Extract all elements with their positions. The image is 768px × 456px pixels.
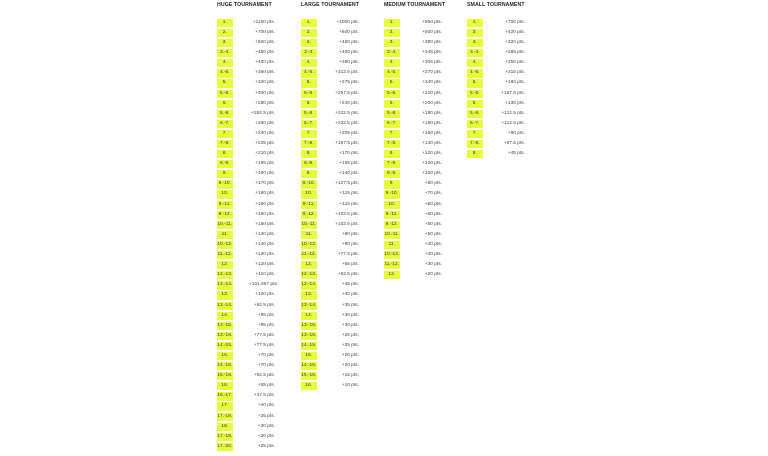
rank-badge: 6. <box>217 100 233 108</box>
points-value: +70 pts. <box>257 363 275 369</box>
rank-badge: 12.-13. <box>217 271 233 279</box>
points-value: +312.5 pts. <box>335 70 359 76</box>
points-value: +30 pts. <box>257 433 275 439</box>
points-value: +52.5 pts. <box>337 272 359 278</box>
points-value: +35 pts. <box>341 302 359 308</box>
points-value: +140 pts. <box>339 171 359 177</box>
points-value: +360 pts. <box>255 70 275 76</box>
rank-badge: 13.-16. <box>217 332 233 340</box>
points-value: +155 pts. <box>339 161 359 167</box>
table-row <box>301 280 451 290</box>
points-value: +90 pts. <box>507 130 525 136</box>
points-value: +157.5 pts. <box>501 90 525 96</box>
points-value: +240 pts. <box>339 100 359 106</box>
rank-badge: 12.-14. <box>301 281 317 289</box>
rank-badge: 9.-10. <box>217 180 233 188</box>
points-value: +15 pts. <box>341 373 359 379</box>
table-row <box>301 381 451 391</box>
rank-badge: 10.-12. <box>217 241 233 249</box>
points-value: +25 pts. <box>341 332 359 338</box>
rank-badge: 5.-8. <box>301 110 317 118</box>
rank-badge: 1. <box>301 19 317 27</box>
points-value: +45 pts. <box>507 151 525 157</box>
points-value: +10 pts. <box>341 383 359 389</box>
table-row <box>301 341 451 351</box>
rank-badge: 13.-15. <box>217 322 233 330</box>
points-value: +200 pts. <box>422 100 442 106</box>
rank-badge: 11.-12. <box>217 251 233 259</box>
rank-badge: 14.-15. <box>217 342 233 350</box>
points-value: +85 pts. <box>257 322 275 328</box>
table-row <box>467 68 617 78</box>
points-value: +40 pts. <box>424 252 442 258</box>
table-row <box>301 321 451 331</box>
points-value: +85 pts. <box>257 312 275 318</box>
rank-badge: 12. <box>217 261 233 269</box>
rank-badge: 7. <box>467 130 483 138</box>
rank-badge: 4.-5. <box>301 69 317 77</box>
points-value: +110 pts. <box>255 272 275 278</box>
rank-badge: 3.-4. <box>301 49 317 57</box>
points-value: +1000 pts. <box>336 19 359 25</box>
rank-badge: 15. <box>301 352 317 360</box>
points-value: +30 pts. <box>341 312 359 318</box>
rank-badge: 5.-8. <box>217 110 233 118</box>
table-row <box>467 79 617 89</box>
points-value: +215 pts. <box>505 70 525 76</box>
rank-badge: 6.-7. <box>467 120 483 128</box>
rank-badge: 3. <box>384 39 400 47</box>
rank-badge: 7.-8. <box>217 140 233 148</box>
points-value: +20 pts. <box>341 363 359 369</box>
points-value: +240 pts. <box>255 130 275 136</box>
points-value: +30 pts. <box>341 322 359 328</box>
rank-badge: 10.-11. <box>384 231 400 239</box>
points-value: +40 pts. <box>424 241 442 247</box>
points-value: +1150 pts. <box>252 19 275 25</box>
points-value: +850 pts. <box>422 19 442 25</box>
points-value: +150 pts. <box>255 221 275 227</box>
points-value: +70 pts. <box>257 352 275 358</box>
table-row <box>384 210 534 220</box>
rank-badge: 11. <box>301 231 317 239</box>
points-value: +115 pts. <box>339 191 359 197</box>
rank-badge: 7. <box>301 130 317 138</box>
points-value: +101.667 pts. <box>249 282 279 288</box>
points-value: +112.5 pts. <box>501 110 525 116</box>
points-value: +180 pts. <box>422 120 442 126</box>
points-value: +500 pts. <box>422 29 442 35</box>
points-value: +20 pts. <box>341 352 359 358</box>
rank-badge: 9.-12. <box>384 221 400 229</box>
table-row <box>384 190 534 200</box>
rank-badge: 14.-16. <box>217 362 233 370</box>
rank-badge: 4. <box>384 59 400 67</box>
points-value: +400 pts. <box>339 50 359 56</box>
table-row <box>301 331 451 341</box>
small-tournament-column <box>467 0 617 159</box>
table-row <box>217 412 367 422</box>
rank-badge: 6.-7. <box>301 120 317 128</box>
rank-badge: 5.-8. <box>467 110 483 118</box>
points-value: +187.5 pts. <box>335 141 359 147</box>
points-value: +160 pts. <box>422 130 442 136</box>
points-value: +55 pts. <box>257 383 275 389</box>
rank-badge: 8. <box>217 150 233 158</box>
table-row <box>384 230 534 240</box>
points-value: +135 pts. <box>505 100 525 106</box>
rank-badge: 1. <box>217 19 233 27</box>
rank-badge: 11. <box>217 231 233 239</box>
rank-badge: 11.-12. <box>384 261 400 269</box>
table-row <box>467 99 617 109</box>
table-row <box>384 200 534 210</box>
rank-badge: 7.-9. <box>384 160 400 168</box>
rank-badge: 13.-15. <box>301 322 317 330</box>
rank-badge: 2. <box>217 29 233 37</box>
table-row <box>467 149 617 159</box>
points-value: +160 pts. <box>255 201 275 207</box>
rank-badge: 10.-12. <box>384 251 400 259</box>
table-row <box>467 109 617 119</box>
rank-badge: 1. <box>467 19 483 27</box>
rank-badge: 5.-6. <box>384 90 400 98</box>
points-value: +180 pts. <box>422 110 442 116</box>
points-value: +102.5 pts. <box>335 211 359 217</box>
table-row <box>467 119 617 129</box>
rank-badge: 2. <box>301 29 317 37</box>
points-value: +60 pts. <box>424 201 442 207</box>
rank-badge: 5.-6. <box>301 90 317 98</box>
column-title: LARGE TOURNAMENT <box>301 2 359 8</box>
points-value: +420 pts. <box>505 29 525 35</box>
points-value: +380 pts. <box>422 40 442 46</box>
table-row <box>384 270 534 280</box>
rank-badge: 16.-17. <box>217 392 233 400</box>
rank-badge: 4. <box>467 59 483 67</box>
points-value: +100 pts. <box>422 171 442 177</box>
rank-badge: 3.-4. <box>217 49 233 57</box>
table-row <box>384 220 534 230</box>
table-row <box>301 371 451 381</box>
points-value: +222.5 pts. <box>335 120 359 126</box>
points-value: +70 pts. <box>424 191 442 197</box>
points-value: +80 pts. <box>424 181 442 187</box>
points-value: +130 pts. <box>255 252 275 258</box>
rank-badge: 11.-12. <box>301 251 317 259</box>
points-value: +160 pts. <box>255 191 275 197</box>
rank-badge: 8. <box>301 150 317 158</box>
rank-badge: 4.-5. <box>467 69 483 77</box>
rank-badge: 13. <box>301 291 317 299</box>
table-row <box>217 442 367 452</box>
rank-badge: 17.-19. <box>217 433 233 441</box>
points-value: +280 pts. <box>255 100 275 106</box>
points-value: +257.5 pts. <box>335 90 359 96</box>
points-value: +67.5 pts. <box>503 141 525 147</box>
rank-badge: 8.-9. <box>301 160 317 168</box>
points-value: +115 pts. <box>339 201 359 207</box>
points-value: +250 pts. <box>505 60 525 66</box>
points-value: +120 pts. <box>255 262 275 268</box>
points-value: +305 pts. <box>422 60 442 66</box>
rank-badge: 3.-4. <box>467 49 483 57</box>
rank-badge: 3. <box>301 39 317 47</box>
points-value: +150 pts. <box>255 211 275 217</box>
rank-badge: 8.-9. <box>217 160 233 168</box>
points-value: +77.5 pts. <box>337 252 359 258</box>
rank-badge: 9. <box>217 170 233 178</box>
points-value: +100 pts. <box>255 292 275 298</box>
rank-badge: 7.-8. <box>467 140 483 148</box>
rank-badge: 9.-12. <box>217 211 233 219</box>
table-row <box>301 291 451 301</box>
rank-badge: 4. <box>301 59 317 67</box>
rank-badge: 6.-7. <box>217 120 233 128</box>
table-row <box>384 260 534 270</box>
rank-badge: 13. <box>217 291 233 299</box>
table-row <box>217 402 367 412</box>
rank-badge: 17. <box>217 402 233 410</box>
table-row <box>467 89 617 99</box>
rank-badge: 11. <box>384 241 400 249</box>
rank-badge: 13.-16. <box>301 332 317 340</box>
points-value: +90 pts. <box>341 231 359 237</box>
points-value: +77.5 pts. <box>253 332 275 338</box>
points-value: +30 pts. <box>424 262 442 268</box>
points-value: +35 pts. <box>257 413 275 419</box>
points-value: +240 pts. <box>422 80 442 86</box>
rank-badge: 9. <box>301 170 317 178</box>
points-value: +205 pts. <box>339 130 359 136</box>
points-value: +225 pts. <box>255 141 275 147</box>
rank-badge: 1. <box>384 19 400 27</box>
points-value: +285 pts. <box>505 50 525 56</box>
points-value: +170 pts. <box>339 151 359 157</box>
rank-badge: 4. <box>217 59 233 67</box>
points-value: +180 pts. <box>255 171 275 177</box>
points-value: +102.5 pts. <box>335 221 359 227</box>
points-value: +65 pts. <box>341 262 359 268</box>
table-row <box>217 391 367 401</box>
rank-badge: 14. <box>301 312 317 320</box>
points-value: +320 pts. <box>505 40 525 46</box>
rank-badge: 14.-16. <box>301 362 317 370</box>
rank-badge: 3. <box>467 39 483 47</box>
points-value: +50 pts. <box>424 221 442 227</box>
table-row <box>384 169 534 179</box>
rank-badge: 5. <box>467 79 483 87</box>
points-value: +40 pts. <box>341 292 359 298</box>
rank-badge: 5.-6. <box>467 90 483 98</box>
rank-badge: 10.-11. <box>301 221 317 229</box>
points-value: +112.5 pts. <box>501 120 525 126</box>
rank-badge: 7.-8. <box>384 140 400 148</box>
rank-badge: 5.-8. <box>384 110 400 118</box>
rank-badge: 18. <box>217 423 233 431</box>
rank-badge: 9.-11. <box>301 201 317 209</box>
rank-badge: 14. <box>217 312 233 320</box>
rank-badge: 8. <box>467 150 483 158</box>
points-value: +140 pts. <box>255 231 275 237</box>
points-value: +20 pts. <box>424 272 442 278</box>
table-row <box>467 38 617 48</box>
points-value: +127.5 pts. <box>335 181 359 187</box>
rank-badge: 6. <box>301 100 317 108</box>
table-row <box>217 422 367 432</box>
rank-badge: 12. <box>301 261 317 269</box>
table-row <box>467 28 617 38</box>
table-row <box>467 58 617 68</box>
points-value: +180 pts. <box>505 80 525 86</box>
points-value: +92.5 pts. <box>253 302 275 308</box>
column-title: HUGE TOURNAMENT <box>217 2 272 8</box>
rank-badge: 3.-4. <box>384 49 400 57</box>
rank-badge: 12.-14. <box>217 281 233 289</box>
points-value: +170 pts. <box>255 181 275 187</box>
points-value: +700 pts. <box>505 19 525 25</box>
table-row <box>467 48 617 58</box>
rank-badge: 10.-12. <box>301 241 317 249</box>
rank-badge: 8.-9. <box>384 170 400 178</box>
points-value: +262.5 pts. <box>251 110 275 116</box>
rank-badge: 5. <box>301 79 317 87</box>
points-value: +600 pts. <box>339 29 359 35</box>
points-value: +500 pts. <box>255 40 275 46</box>
points-value: +195 pts. <box>255 161 275 167</box>
column-title: MEDIUM TOURNAMENT <box>384 2 445 8</box>
rank-badge: 7. <box>217 130 233 138</box>
rank-badge: 8. <box>384 150 400 158</box>
rank-badge: 2. <box>384 29 400 37</box>
table-row <box>384 180 534 190</box>
points-value: +450 pts. <box>255 50 275 56</box>
points-value: +77.5 pts. <box>253 342 275 348</box>
points-value: +400 pts. <box>255 60 275 66</box>
rank-badge: 13.-14. <box>301 302 317 310</box>
rank-badge: 9.-11. <box>384 211 400 219</box>
rank-badge: 15. <box>217 352 233 360</box>
rank-badge: 12.-13. <box>301 271 317 279</box>
rank-badge: 17.-20. <box>217 443 233 451</box>
points-value: +25 pts. <box>257 443 275 449</box>
points-value: +140 pts. <box>422 141 442 147</box>
table-row <box>301 301 451 311</box>
points-value: +270 pts. <box>422 70 442 76</box>
table-row <box>301 351 451 361</box>
table-row <box>301 311 451 321</box>
rank-badge: 12. <box>384 271 400 279</box>
rank-badge: 4.-5. <box>384 69 400 77</box>
table-row <box>467 18 617 28</box>
rank-badge: 6. <box>384 100 400 108</box>
points-value: +140 pts. <box>255 241 275 247</box>
rank-badge: 4.-5. <box>217 69 233 77</box>
points-value: +320 pts. <box>255 80 275 86</box>
points-value: +300 pts. <box>255 90 275 96</box>
table-row <box>217 432 367 442</box>
points-value: +62.5 pts. <box>253 373 275 379</box>
rank-badge: 9. <box>384 180 400 188</box>
table-row <box>467 139 617 149</box>
table-row <box>467 129 617 139</box>
rank-badge: 9.-12. <box>301 211 317 219</box>
rank-badge: 7. <box>384 130 400 138</box>
rank-badge: 15.-16. <box>301 372 317 380</box>
rank-badge: 7.-8. <box>301 140 317 148</box>
points-value: +40 pts. <box>257 403 275 409</box>
rank-badge: 9.-11. <box>217 201 233 209</box>
points-value: +25 pts. <box>341 342 359 348</box>
rank-badge: 15.-16. <box>217 372 233 380</box>
rank-badge: 14.-15. <box>301 342 317 350</box>
column-title: SMALL TOURNAMENT <box>467 2 525 8</box>
rank-badge: 10. <box>384 201 400 209</box>
points-value: +47.5 pts. <box>253 393 275 399</box>
points-value: +222.5 pts. <box>335 110 359 116</box>
rank-badge: 16. <box>301 382 317 390</box>
points-value: +260 pts. <box>255 120 275 126</box>
points-value: +700 pts. <box>255 29 275 35</box>
points-value: +275 pts. <box>339 80 359 86</box>
rank-badge: 3. <box>217 39 233 47</box>
rank-badge: 6.-7. <box>384 120 400 128</box>
rank-badge: 9.-10. <box>384 190 400 198</box>
points-value: +90 pts. <box>341 241 359 247</box>
points-value: +120 pts. <box>422 151 442 157</box>
table-row <box>384 159 534 169</box>
points-value: +210 pts. <box>255 151 275 157</box>
rank-badge: 9.-10. <box>301 180 317 188</box>
rank-badge: 16. <box>217 382 233 390</box>
points-table <box>467 18 617 159</box>
points-value: +50 pts. <box>424 231 442 237</box>
rank-badge: 2. <box>467 29 483 37</box>
rank-badge: 13.-14. <box>217 302 233 310</box>
table-row <box>301 361 451 371</box>
table-row <box>384 240 534 250</box>
points-value: +220 pts. <box>422 90 442 96</box>
points-value: +450 pts. <box>339 40 359 46</box>
rank-badge: 17.-18. <box>217 413 233 421</box>
rank-badge: 10. <box>217 190 233 198</box>
rank-badge: 6. <box>467 100 483 108</box>
points-value: +120 pts. <box>422 161 442 167</box>
rank-badge: 10.-11. <box>217 221 233 229</box>
rank-badge: 10. <box>301 190 317 198</box>
rank-badge: 5. <box>384 79 400 87</box>
points-value: +350 pts. <box>339 60 359 66</box>
table-row <box>384 250 534 260</box>
rank-badge: 5. <box>217 79 233 87</box>
points-value: +45 pts. <box>341 282 359 288</box>
rank-badge: 5.-6. <box>217 90 233 98</box>
points-value: +345 pts. <box>422 50 442 56</box>
points-value: +30 pts. <box>257 423 275 429</box>
points-value: +60 pts. <box>424 211 442 217</box>
